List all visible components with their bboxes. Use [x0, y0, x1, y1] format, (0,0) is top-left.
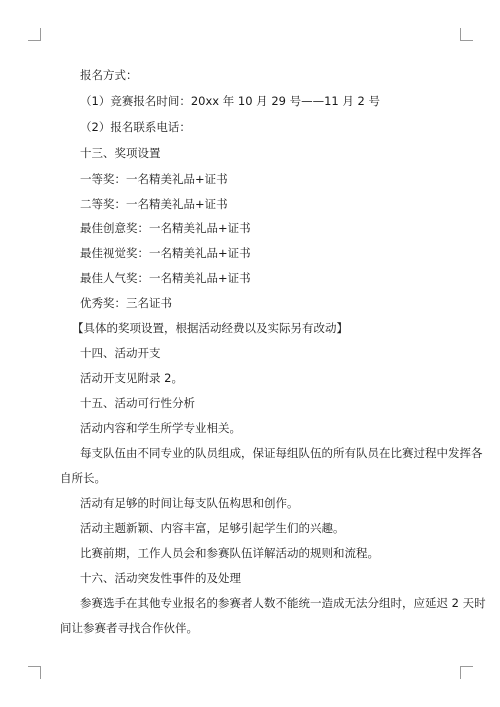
section-heading: 十四、活动开支 — [80, 346, 161, 360]
text-line: 优秀奖：三名证书 — [80, 296, 172, 310]
text-line: 活动有足够的时间让每支队伍构思和创作。 — [80, 496, 299, 510]
section-heading: 十五、活动可行性分析 — [80, 396, 195, 410]
text-line: 自所长。 — [60, 471, 106, 485]
text-line: 二等奖：一名精美礼品+证书 — [80, 197, 228, 211]
text-line: 参赛选手在其他专业报名的参赛者人数不能统一造成无法分组时，应延迟 2 天时 — [80, 596, 486, 610]
text-line: 活动开支见附录 2。 — [80, 371, 183, 385]
section-heading: 十六、活动突发性事件的及处理 — [80, 571, 241, 585]
text-line: （1）竞赛报名时间：20xx 年 10 月 29 号——11 月 2 号 — [80, 94, 381, 108]
section-heading: 十三、奖项设置 — [80, 146, 161, 160]
text-line: 活动主题新颖、内容丰富，足够引起学生们的兴趣。 — [80, 521, 345, 535]
text-line: 比赛前期，工作人员会和参赛队伍详解活动的规则和流程。 — [80, 546, 379, 560]
text-line: 最佳创意奖：一名精美礼品+证书 — [80, 221, 251, 235]
text-line: 最佳人气奖：一名精美礼品+证书 — [80, 271, 251, 285]
text-line: 间让参赛者寻找合作伙伴。 — [60, 621, 198, 635]
text-line: 活动内容和学生所学专业相关。 — [80, 421, 241, 435]
text-line: 最佳视觉奖：一名精美礼品+证书 — [80, 246, 251, 260]
text-line: （2）报名联系电话： — [80, 120, 191, 134]
text-line: 每支队伍由不同专业的队员组成，保证每组队伍的所有队员在比赛过程中发挥各 — [80, 446, 483, 460]
text-line: 【具体的奖项设置，根据活动经费以及实际另有改动】 — [72, 321, 348, 335]
text-line: 报名方式： — [80, 68, 138, 82]
text-line: 一等奖：一名精美礼品+证书 — [80, 172, 228, 186]
